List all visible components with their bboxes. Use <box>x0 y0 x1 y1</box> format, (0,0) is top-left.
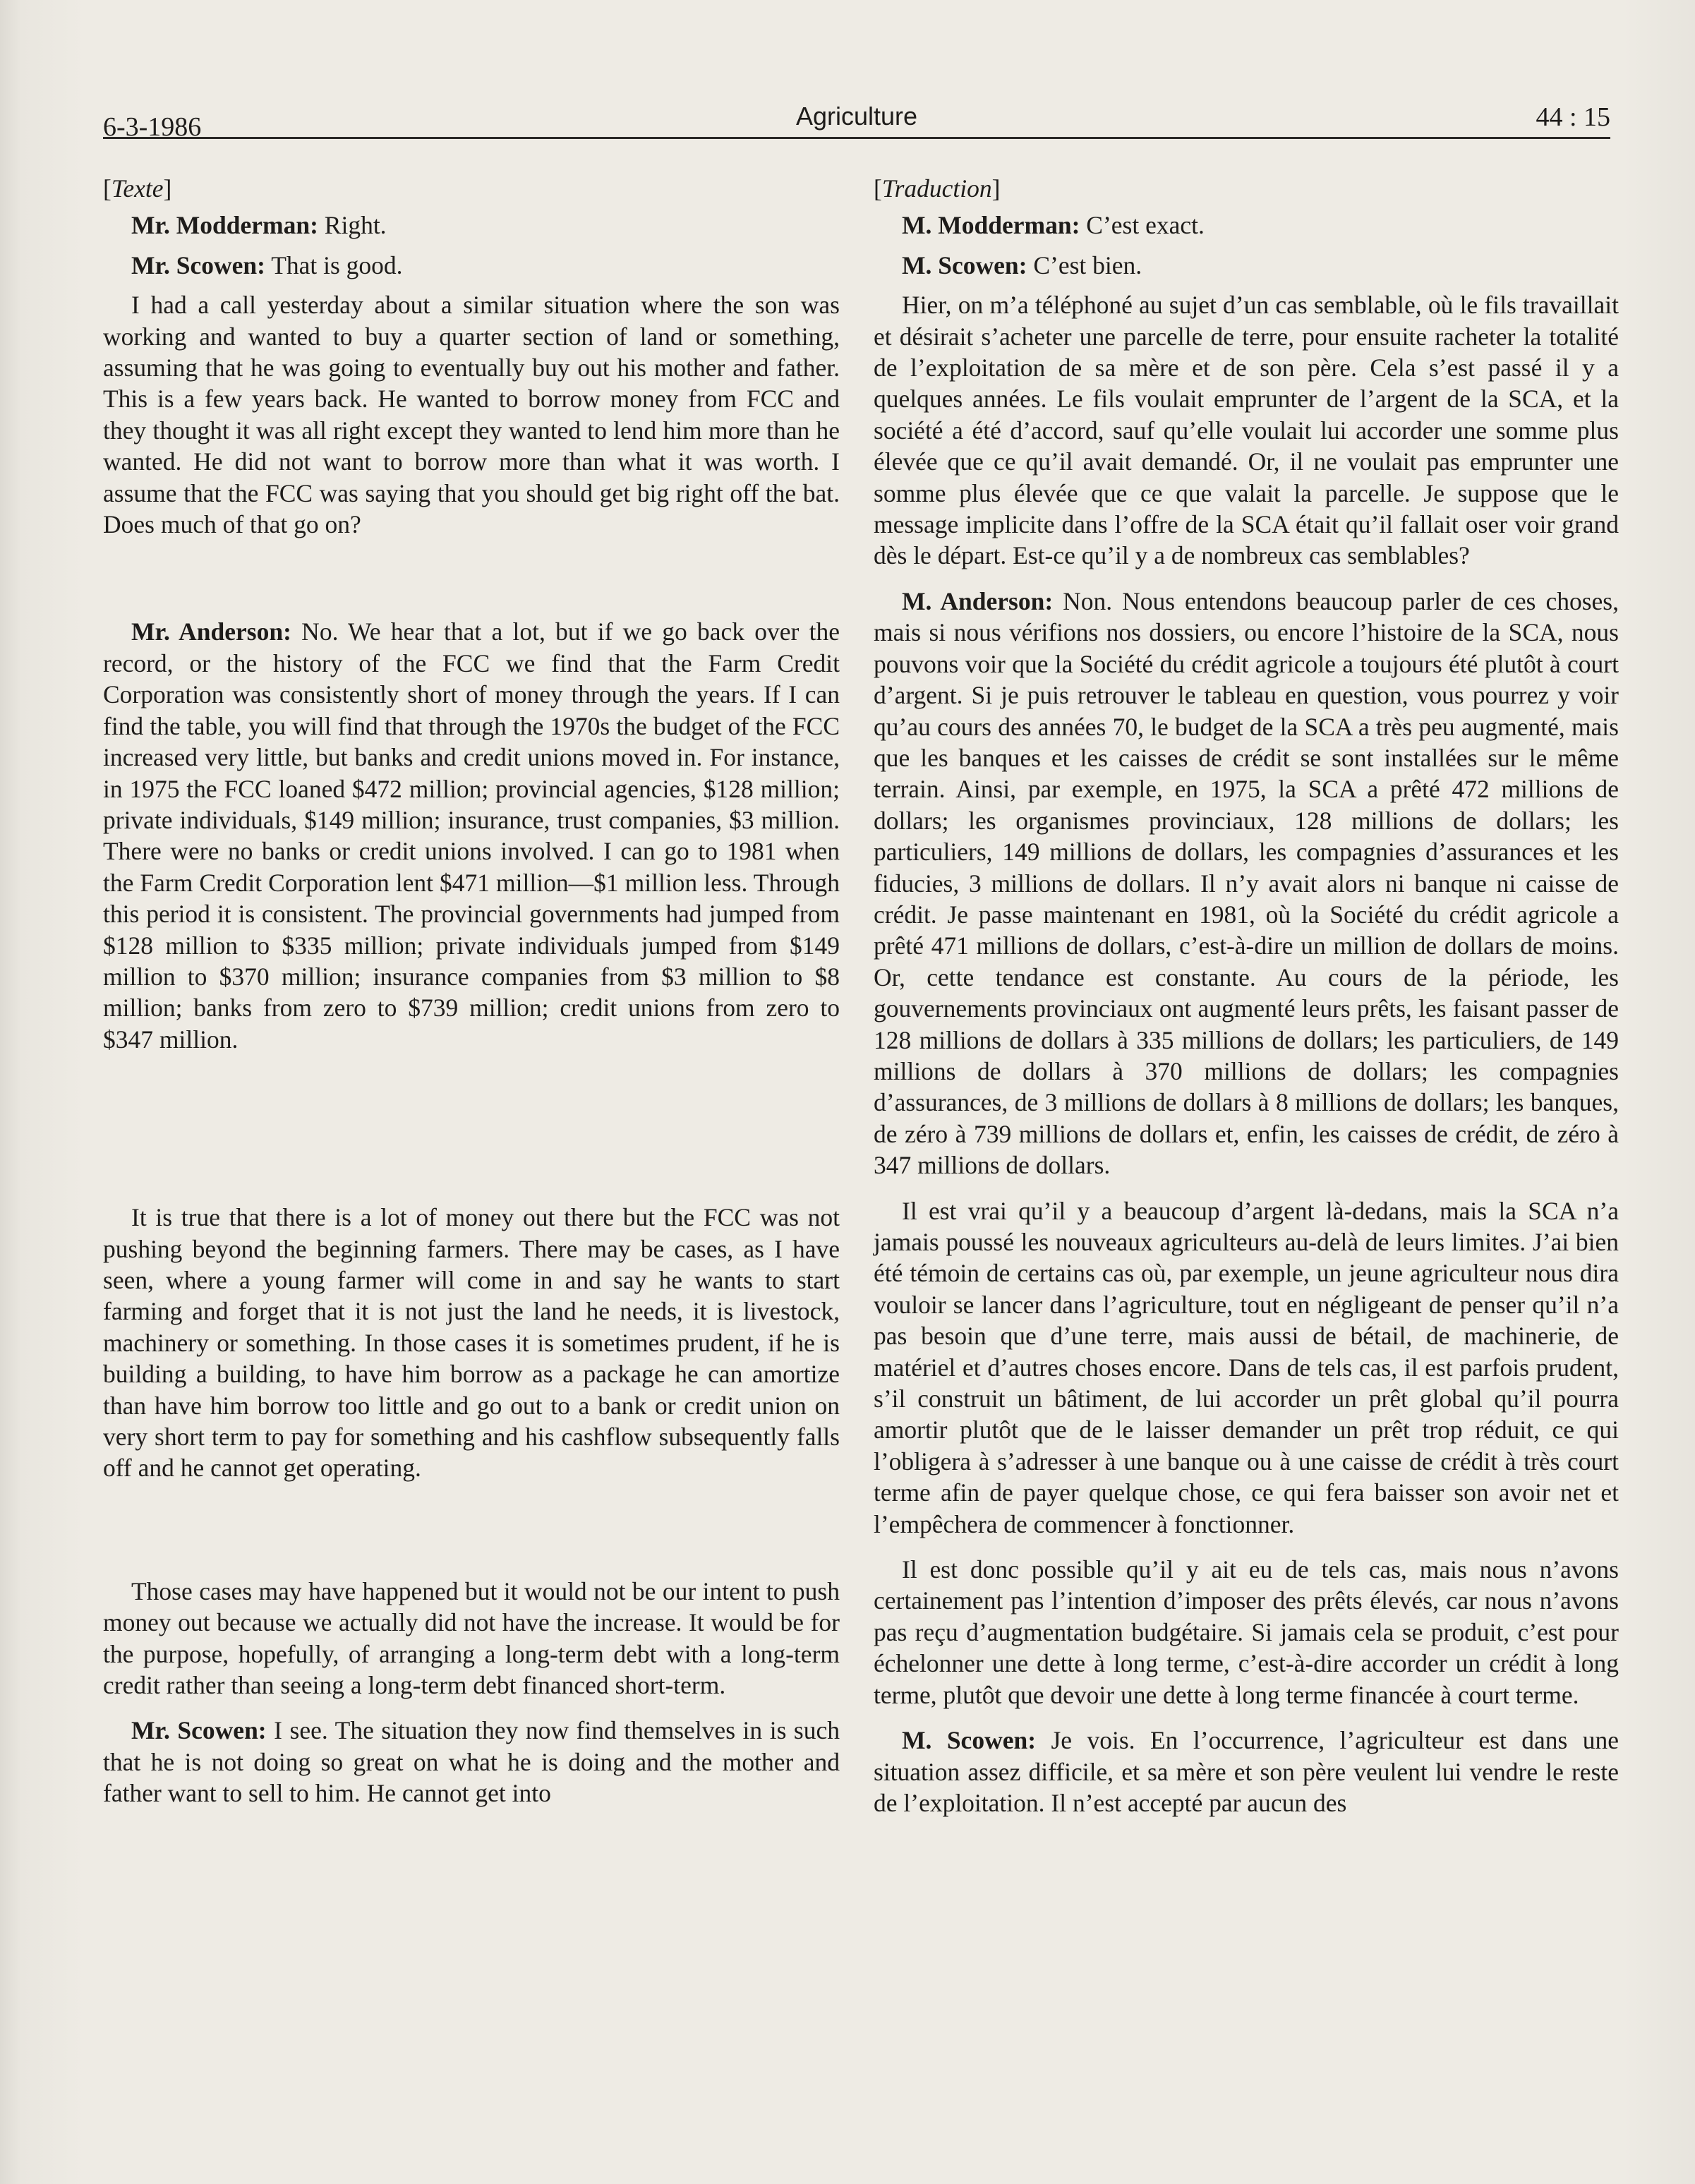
paragraph <box>874 586 1619 1181</box>
right-column-french <box>874 173 1619 1833</box>
paragraph <box>103 250 840 281</box>
paragraph <box>103 1715 840 1809</box>
paragraph: Those cases may have happened but it would not be our intent to push money out because we actually did not have the increase. It would be for the purpose, hopefully, of arranging a long-term debt with a long-term credit rather than seeing a long-term debt financed short-term. <box>103 1576 840 1700</box>
paragraph <box>874 1725 1619 1818</box>
paragraph-text: C’est bien. <box>1027 251 1142 279</box>
page-header <box>103 102 1610 142</box>
paragraph-text: Right. <box>318 211 387 240</box>
speaker-name: M. Anderson: <box>902 586 1054 615</box>
paragraph-text: That is good. <box>265 251 403 279</box>
speaker-name: M. Scowen: <box>902 1726 1037 1755</box>
paragraph: Il est donc possible qu’il y ait eu de tels cas, mais nous n’avons certainement pas l’intention d’imposer des prêts élevés, car nous n’avons pas reçu d’augmentation budgétaire. Si jamais cela se produit, c’est pour échelonner une dette à long terme, c’est-à-dire accorder un crédit à long terme, plutôt que devoir une dette à long terme financée à court terme. <box>874 1555 1619 1709</box>
spacer <box>103 1498 840 1576</box>
paragraph <box>103 616 840 1055</box>
spacer <box>103 554 840 616</box>
speaker-name: Mr. Scowen: <box>131 251 265 279</box>
speaker-name: M. Scowen: <box>902 251 1027 279</box>
paragraph-text: I see. The situation they now find themselves in is such that he is not doing so great on what he is doing and the mother and father want to sell to him. He cannot get into <box>103 1716 840 1808</box>
paragraph: Il est vrai qu’il y a beaucoup d’argent là-dedans, mais la SCA n’a jamais poussé les nouveaux agriculteurs au-delà de leurs limites. J’ai bien été témoin de certains cas où, par exemple, un jeune agriculteur nous dira vouloir se lancer dans l’agriculture, tout en négligeant de penser qu’il n’a pas besoin que d’une terre, mais aussi de bétail, de machinerie, de matériel et d’autres choses encore. Dans de tels cas, il est parfois prudent, s’il construit un bâtiment, de lui accorder un prêt global qu’il pourra amortir plutôt que de le laisser demander un prêt trop réduit, ce qui l’obligera à s’adresser à une banque ou à une caisse de crédit à très court terme afin de payer quelque chose, ce qui fera baisser son avoir net et l’empêchera de commencer à fonctionner. <box>874 1196 1619 1538</box>
paragraph: I had a call yesterday about a similar situation where the son was working and wanted to buy a quarter section of land or something, assuming that he was going to eventually buy out his mother and father. This is a few years back. He wanted to borrow money from FCC and they thought it was all right except they wanted to lend him more than he wanted. He did not want to borrow more than what it was worth. I assume that the FCC was saying that you should get big right off the bat. Does much of that go on? <box>103 291 840 539</box>
section-label: [Texte] <box>103 174 172 203</box>
paragraph <box>874 210 1619 241</box>
speaker-name: M. Modderman: <box>902 211 1080 240</box>
header-page-number: 44 : 15 <box>1536 102 1610 132</box>
paragraph-text: Je vois. En l’occurrence, l’agriculteur est dans une situation assez difficile, et sa mère et son père veulent lui vendre le reste de l’exploitation. Il n’est accepté par aucun des <box>874 1726 1619 1817</box>
paragraph: It is true that there is a lot of money out there but the FCC was not pushing beyond the beginning farmers. There may be cases, as I have seen, where a young farmer will come in and say he wants to start farming and forget that it is not just the land he needs, it is livestock, machinery or something. In those cases it is sometimes prudent, if he is building a building, to have him borrow as a package he can amortize than have him borrow too little and go out to a bank or credit union on very short term to pay for something and his cashflow subsequently falls off and he cannot get operating. <box>103 1203 840 1483</box>
left-column-english <box>103 173 840 1823</box>
section-label-text: Traduction <box>881 174 992 203</box>
paragraph: Hier, on m’a téléphoné au sujet d’un cas semblable, où le fils travaillait et désirait s’acheter une parcelle de terre, pour ensuite racheter la totalité de l’exploitation de sa mère et de son père. Cela s’est passé il y a quelques années. Le fils voulait emprunter de l’argent de la SCA, et la société a été d’accord, sauf qu’elle voulait lui accorder une somme plus élevée que ce qu’il avait demandé. Or, il ne voulait pas emprunter une somme plus élevée que ce que valait la parcelle. Je suppose que le message implicite dans l’offre de la SCA était qu’il fallait oser voir grand dès le départ. Est-ce qu’il y a de nombreux cas semblables? <box>874 291 1619 570</box>
paragraph <box>103 210 840 241</box>
paragraph-text: No. We hear that a lot, but if we go back over the record, or the history of the FCC we find that the Farm Credit Corporation was consistently short of money through the years. If I can find the table, you will find that through the 1970s the budget of the FCC increased very little, but banks and credit unions moved in. For instance, in 1975 the FCC loaned $472 million; provincial agencies, $128 million; private individuals, $149 million; insurance, trust companies, $3 million. There were no banks or credit unions involved. I can go to 1981 when the Farm Credit Corporation lent $471 million—$1 million less. Through this period it is consistent. The provincial governments had jumped from $128 million to $335 million; private individuals jumped from $149 million to $370 million; insurance companies from $3 million to $8 million; banks from zero to $739 million; credit unions from zero to $347 million. <box>103 617 840 1054</box>
speaker-name: Mr. Scowen: <box>131 1716 267 1745</box>
paragraph-text: Non. Nous entendons beaucoup parler de ces choses, mais si nous vérifions nos dossiers, ou encore l’histoire de la SCA, nous pouvons voir que la Société du crédit agricole a toujours été plutôt à court d’argent. Si je puis retrouver le tableau en question, vous pourrez y voir qu’au cours des années 70, le budget de la SCA a très peu augmenté, mais que les banques et les caisses de crédit se sont installées sur le même terrain. Ainsi, par exemple, en 1975, la SCA a prêté 472 millions de dollars; les organismes provinciaux, 128 millions de dollars; les particuliers, 149 millions de dollars, les compagnies d’assurances et les fiducies, 3 millions de dollars. Il n’y avait alors ni banque ni caisse de crédit. Je passe maintenant en 1981, où la Société du crédit agricole a prêté 471 millions de dollars, c’est-à-dire un million de dollars de moins. Or, cette tendance est constante. Au cours de la période, les gouvernements provinciaux ont augmenté leurs prêts, les faisant passer de 128 millions de dollars à 335 millions de dollars; les particuliers, de 149 millions de dollars à 370 millions de dollars; les compagnies d’assurances, de 3 millions de dollars à 8 millions de dollars; les banques, de zéro à 739 millions de dollars et, enfin, les caisses de crédit, de zéro à 347 millions de dollars. <box>874 586 1619 1180</box>
paragraph-text: C’est exact. <box>1080 211 1205 240</box>
speaker-name: Mr. Anderson: <box>131 617 291 646</box>
paragraph <box>874 250 1619 281</box>
section-label: [Traduction] <box>874 174 1001 203</box>
speaker-name: Mr. Modderman: <box>131 211 318 240</box>
header-date: 6-3-1986 <box>103 112 202 142</box>
section-label-text: Texte <box>111 174 164 203</box>
header-title: Agriculture <box>795 102 918 131</box>
spacer <box>103 1069 840 1202</box>
